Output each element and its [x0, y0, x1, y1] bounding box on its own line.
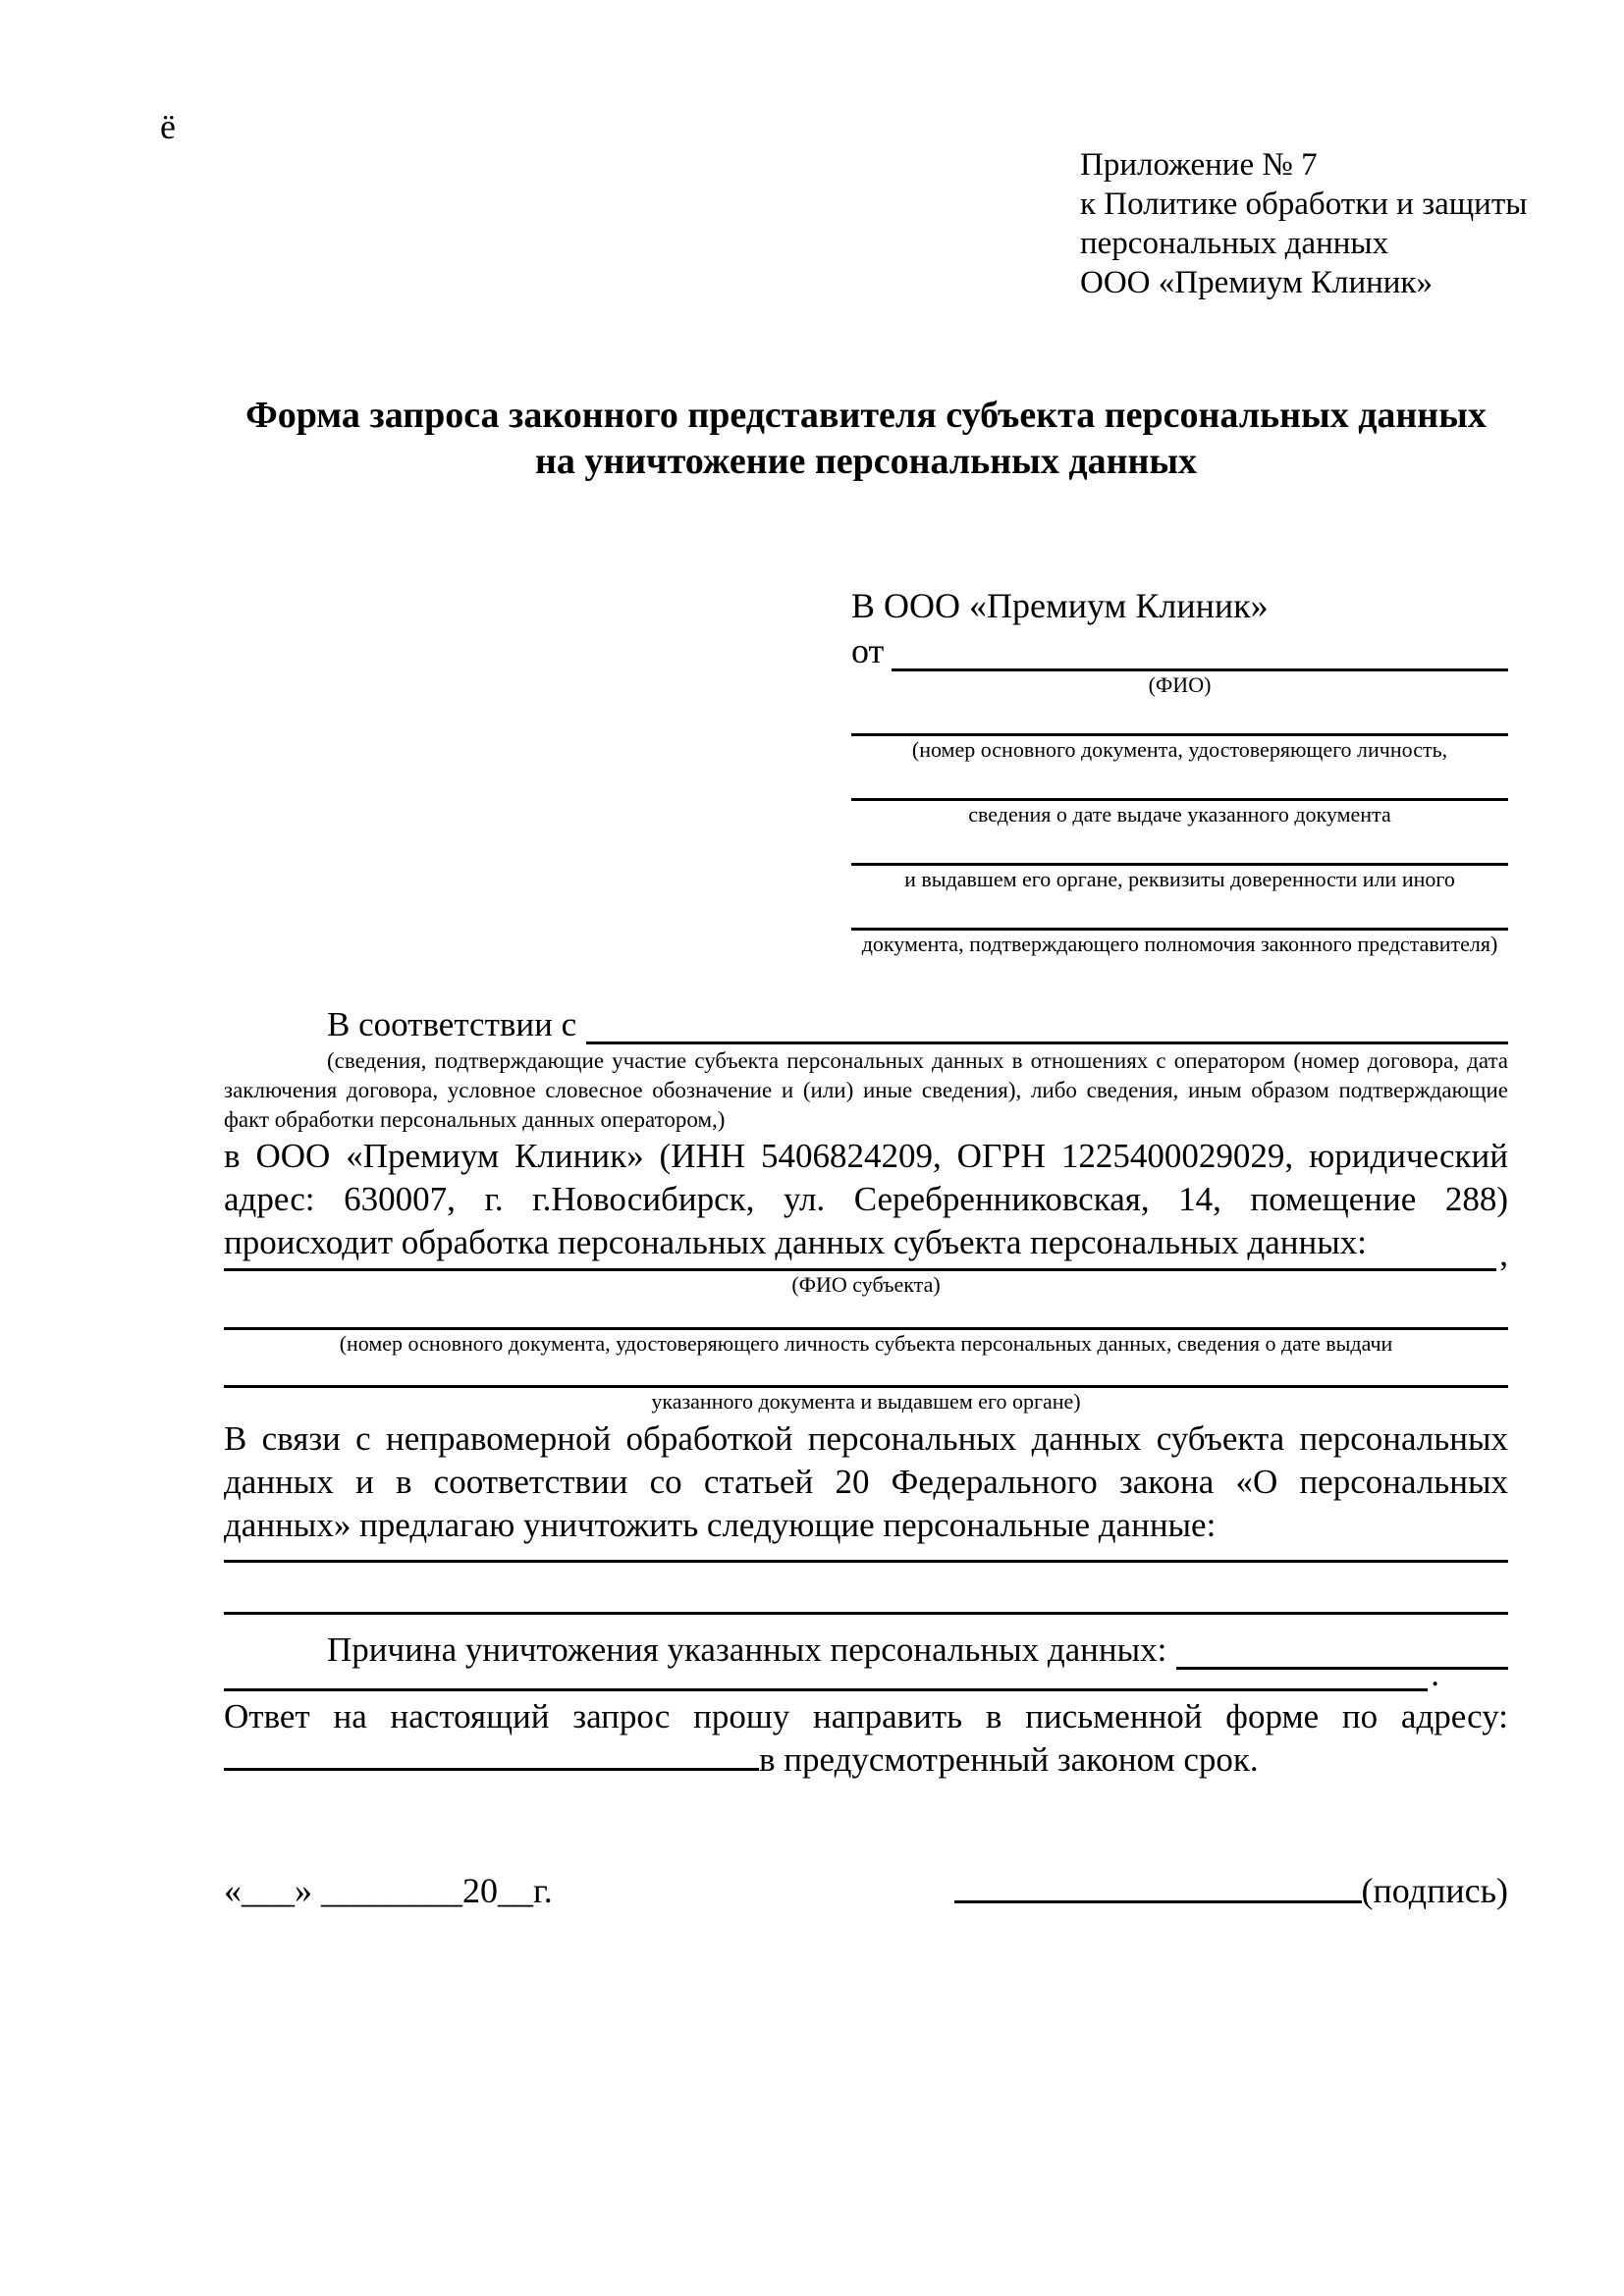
signature-caption: (подпись) [1361, 1871, 1508, 1910]
representative-document-blank-line-4 [851, 893, 1508, 931]
footer-row [224, 1870, 1508, 1911]
subject-document-blank-line-1 [224, 1299, 1508, 1330]
reply-text: Ответ на настоящий запрос прошу направить в письменной форме по адресу: [224, 1697, 1508, 1735]
body-section [224, 1001, 1508, 1782]
representative-document-blank-line-3 [851, 828, 1508, 866]
appendix-line-3: персональных данных [1080, 226, 1389, 261]
fio-caption: (ФИО) [1148, 672, 1212, 697]
data-list-blank-line-2 [224, 1563, 1508, 1615]
representative-field-caption-3: и выдавшем его органе, реквизиты доверенности или иного [904, 867, 1455, 891]
accordance-blank-line [586, 1041, 1508, 1044]
accordance-label: В соответствии с [327, 1005, 577, 1043]
reason-label: Причина уничтожения указанных персональных данных: [327, 1630, 1167, 1669]
subject-document-caption-1: (номер основного документа, удостоверяющего личность субъекта персональных данных, сведения о дате выдачи [339, 1331, 1393, 1356]
addressee-organization: В ООО «Премиум Клиник» [851, 586, 1269, 625]
representative-field-caption-1: (номер основного документа, удостоверяющего личность, [911, 737, 1448, 762]
reply-tail-text: в предусмотренный законом срок. [759, 1740, 1259, 1779]
form-title-line1: Форма запроса законного представителя субъекта персональных данных [245, 395, 1487, 436]
stray-character: ё [160, 107, 176, 146]
accordance-row [224, 1001, 1508, 1044]
appendix-line-1: Приложение № 7 [1080, 147, 1318, 183]
subject-document-blank-line-2 [224, 1358, 1508, 1388]
accordance-caption: (сведения, подтверждающие участие субъекта персональных данных в отношениях с оператором (номер договора, дата заключения договора, условное словесное обозначение и (или) иные сведения), либо сведения, иным образом подтверждающие факт обработки персональных данных оператором,) [224, 1048, 1508, 1132]
signature-blank-line [954, 1900, 1362, 1903]
data-list-blank-line-1 [224, 1547, 1508, 1563]
appendix-line-2: к Политике обработки и защиты [1080, 187, 1528, 222]
representative-field-caption-4: документа, подтверждающего полномочия законного представителя) [861, 932, 1498, 956]
representative-field-caption-2: сведения о дате выдаче указанного документа [968, 802, 1391, 827]
appendix-line-4: ООО «Премиум Клиник» [1080, 265, 1433, 300]
form-title-line2: на уничтожение персональных данных [534, 441, 1198, 482]
subject-document-caption-2: указанного документа и выдавшем его органе) [651, 1389, 1081, 1414]
destruction-paragraph: В связи с неправомерной обработкой персональных данных субъекта персональных данных и в соответствии со статьей 20 Федерального закона «О персональных данных» предлагаю уничтожить следующие персональные данные: [224, 1419, 1508, 1544]
signature-area [954, 1870, 1508, 1911]
representative-document-blank-line-2 [851, 764, 1508, 801]
addressee-block [851, 585, 1508, 958]
reason-line-period: . [1431, 1655, 1439, 1693]
subject-fio-caption: (ФИО субъекта) [791, 1272, 941, 1297]
reason-continuation-blank-line [224, 1688, 1428, 1691]
appendix-block [1080, 145, 1527, 302]
from-row [851, 628, 1508, 671]
form-title [224, 393, 1508, 485]
operator-paragraph: в ООО «Премиум Клиник» (ИНН 5406824209, ОГРН 1225400029029, юридический адрес: 630007, г. г.Новосибирск, ул. Серебренниковская, 14, помещение 288) происходит обработка персональных данных субъекта персональных данных: [224, 1137, 1508, 1261]
reply-paragraph [224, 1695, 1508, 1782]
from-label: от [851, 631, 885, 670]
subject-line-comma: , [1499, 1235, 1508, 1273]
representative-document-blank-line-1 [851, 699, 1508, 736]
reply-address-blank-line [224, 1768, 759, 1771]
reason-blank-line [1176, 1667, 1508, 1670]
date-line: «___» ________20__г. [224, 1871, 553, 1910]
